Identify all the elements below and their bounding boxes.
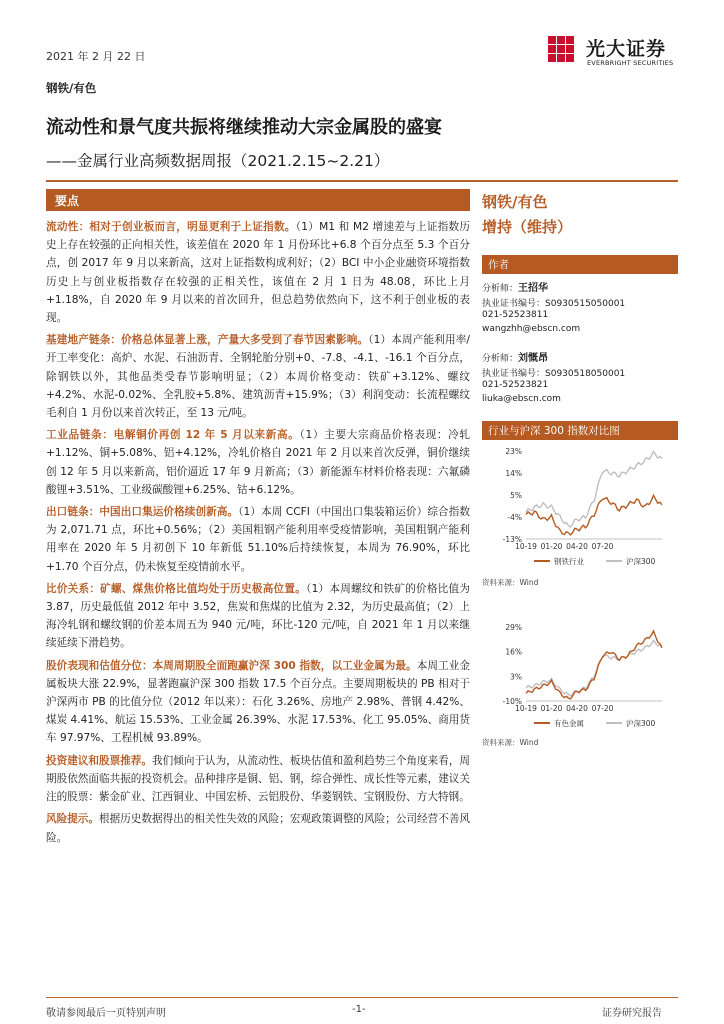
keypoint-paragraph <box>46 752 470 807</box>
report-date: 2021 年 2 月 22 日 <box>46 50 146 63</box>
analyst-email[interactable]: liuka@ebscn.com <box>482 394 561 404</box>
x-tick-label: 10-19 <box>515 704 537 713</box>
legend-label: 钢铁行业 <box>554 557 584 566</box>
footer-report-type: 证券研究报告 <box>602 1008 662 1019</box>
chart-source: 资料来源：Wind <box>482 578 539 587</box>
legend-label: 沪深300 <box>626 557 656 566</box>
page-title: 流动性和景气度共振将继续推动大宗金属股的盛宴 <box>46 117 442 138</box>
keypoint-text: （1）主要大宗商品价格表现：冷轧+1.12%、铜+5.08%、铝+4.12%，冷轧价格自 2021 年 2 月以来首次反弹，铜价继续创 12 年 5 月以来新高，铝价逼近 17 年 9 月新高；（3）新能源车材料价格表现：六氟磷酸锂+3.51%、工业级碳酸锂+6.25%、钴+6.12%。 <box>46 429 470 496</box>
keypoint-heading: 流动性：相对于创业板而言，明显更利于上证指数。 <box>46 221 296 233</box>
keypoint-paragraph <box>46 503 470 576</box>
keypoint-paragraph <box>46 331 470 422</box>
series-line-csi300 <box>526 641 662 696</box>
analyst-license: 执业证书编号：S0930515050001 <box>482 299 626 309</box>
logo-text-en: EVERBRIGHT SECURITIES <box>587 59 674 67</box>
keypoint-text: 本周工业金属板块大涨 22.9%，显著跑赢沪深 300 指数 17.5 个百分点。主要周期板块的 PB 相对于沪深两市 PB 的比值分位（2012 年以来）：石化 3.26%、房地产 2.98%、普钢 4.42%、煤炭 4.41%、航运 15.53%、工业金属 26.39%、水泥 17.53%、化工 95.05%、商用货车 97.97%、工程机械 93.89%。 <box>46 659 471 745</box>
logo <box>548 32 688 72</box>
legend-label: 沪深300 <box>626 719 656 728</box>
y-tick-label: -10% <box>502 697 522 706</box>
x-tick-label: 01-20 <box>540 542 563 551</box>
x-tick-label: 10-19 <box>515 542 537 551</box>
keypoint-paragraph <box>46 218 470 327</box>
keypoint-paragraph <box>46 426 470 499</box>
keypoint-heading: 比价关系：矿螺、煤焦价格比值均处于历史极高位置。 <box>46 582 307 595</box>
keypoints-label: 要点 <box>55 194 80 208</box>
keypoint-paragraph <box>46 657 470 748</box>
keypoint-text: （1）本周产能利用率/开工率变化：高炉、水泥、石油沥青、全钢轮胎分别+0、-7.8、-4.1、-16.1 个百分点，除钢铁以外，其他品类受春节影响明显；（2）本周价格变动：铁矿+3.12%、螺纹+4.2%、水泥-0.02%、全乳胶+5.8%、建筑沥青+15.9%；（3）利润变动：长流程螺纹毛利自 1 月份以来首次转正，至 13 元/吨。 <box>46 334 470 420</box>
analyst-email[interactable]: wangzhh@ebscn.com <box>482 324 581 334</box>
keypoint-text: 我们倾向于认为，从流动性、板块估值和盈利趋势三个角度来看，周期股依然面临共振的投资机会。品种排序是铜、铝、钢，综合弹性、成长性等元素，建议关注的股票：紫金矿业、江西铜业、中国宏桥、云铝股份、华菱钢铁、宝钢股份、方大特钢。 <box>46 754 471 804</box>
keypoint-heading: 出口链条：中国出口集运价格续创新高。 <box>46 506 239 519</box>
analyst-name: 刘慨昂 <box>518 353 549 364</box>
keypoint-heading: 股价表现和估值分位：本周周期股全面跑赢沪深 300 指数，以工业金属为最。 <box>46 659 417 672</box>
chart-header <box>482 421 678 440</box>
x-tick-label: 01-20 <box>540 704 563 713</box>
sector-label: 钢铁/有色 <box>46 81 97 95</box>
keypoint-paragraph <box>46 580 470 653</box>
x-tick-label: 07-20 <box>591 542 614 551</box>
keypoints-header <box>46 189 470 211</box>
keypoint-paragraph <box>46 810 470 846</box>
page-subtitle: ——金属行业高频数据周报（2021.2.15~2.21） <box>46 152 390 170</box>
keypoint-heading: 投资建议和股票推荐。 <box>46 754 153 767</box>
analyst-title: 分析师： <box>482 354 519 364</box>
legend-label: 有色金属 <box>554 719 584 728</box>
analyst-2-title <box>482 349 548 364</box>
analyst-name: 王招华 <box>518 283 549 294</box>
author-header <box>482 255 678 274</box>
page-number: -1- <box>352 1004 366 1015</box>
analyst-license: 执业证书编号：S0930518050001 <box>482 369 626 379</box>
series-line-sector <box>526 631 662 699</box>
y-tick-label: 29% <box>505 623 522 632</box>
y-tick-label: 14% <box>505 469 522 478</box>
y-tick-label: 23% <box>505 447 522 456</box>
footer-disclaimer: 敬请参阅最后一页特别声明 <box>46 1008 166 1019</box>
keypoints-body <box>46 218 470 851</box>
analyst-phone: 021-52523821 <box>482 380 549 390</box>
y-tick-label: -13% <box>502 535 522 544</box>
y-tick-label: 3% <box>510 672 522 682</box>
logo-text-cn: 光大证券 <box>586 38 667 60</box>
keypoint-text: （1）M1 和 M2 增速差与上证指数历史上存在较强的正向相关性，该差值在 2020 年 1 月份环比+6.8 个百分点至 5.3 个百分点，创 2017 年 9 月以来新高，这对上证指数构成利好；（2）BCI 中小企业融资环境指数历史上与创业板指数存在较强的正相关性，该值在 2 月 1 日为 48.08，环比上月+1.18%，自 2020 年 9 月以来的首次回升，但总趋势依然向下，这不利于创业板的表现。 <box>46 221 470 325</box>
rating: 增持（维持） <box>482 218 573 236</box>
header-divider <box>46 180 678 182</box>
keypoint-heading: 风险提示。 <box>46 813 100 826</box>
x-tick-label: 07-20 <box>591 704 614 713</box>
chart-label: 行业与沪深 300 指数对比图 <box>488 425 620 437</box>
analyst-title: 分析师： <box>482 284 519 294</box>
keypoint-text: 根据历史数据得出的相关性失效的风险；宏观政策调整的风险；公司经营不善风险。 <box>46 813 471 844</box>
steel-vs-csi300-chart <box>482 443 678 577</box>
x-tick-label: 04-20 <box>566 704 588 713</box>
keypoint-text: （1）本周 CCFI（中国出口集装箱运价）综合指数为 2,071.71 点，环比+0.56%；（2）美国粗钢产能利用率受疫情影响，美国粗钢产能利用率在 2020 年 5 月初创下 10 年新低 51.10%后持续恢复，本周为 76.90%，环比+1.70 个百分点，仍未恢复至疫情前水平。 <box>46 506 470 573</box>
analyst-phone: 021-52523811 <box>482 310 549 320</box>
chart-source: 资料来源：Wind <box>482 738 539 747</box>
keypoint-heading: 工业品链条：电解铜价再创 12 年 5 月以来新高。 <box>46 429 300 442</box>
keypoint-heading: 基建地产链条：价格总体显著上涨，产量大多受到了春节因素影响。 <box>46 334 369 347</box>
y-tick-label: 5% <box>510 491 522 500</box>
footer-divider <box>46 997 678 998</box>
author-label: 作者 <box>488 259 509 271</box>
rating-sector: 钢铁/有色 <box>482 193 548 211</box>
everbright-logo-icon <box>548 32 582 68</box>
analyst-1-title <box>482 279 548 294</box>
nonferrous-vs-csi300-chart <box>482 619 678 737</box>
y-tick-label: 16% <box>505 647 522 657</box>
keypoint-text: （1）本周螺纹和铁矿的价格比值为 3.87，历史最低值 2012 年中 3.52，焦炭和焦煤的比值为 2.32，为历史最高值；（2）上海冷轧钢和螺纹钢的价差本周五为 940 元/吨，环比-120 元/吨，自 2021 年 1 月以来继续延续下滑趋势。 <box>46 582 470 650</box>
y-tick-label: -4% <box>507 513 522 522</box>
x-tick-label: 04-20 <box>566 542 588 551</box>
